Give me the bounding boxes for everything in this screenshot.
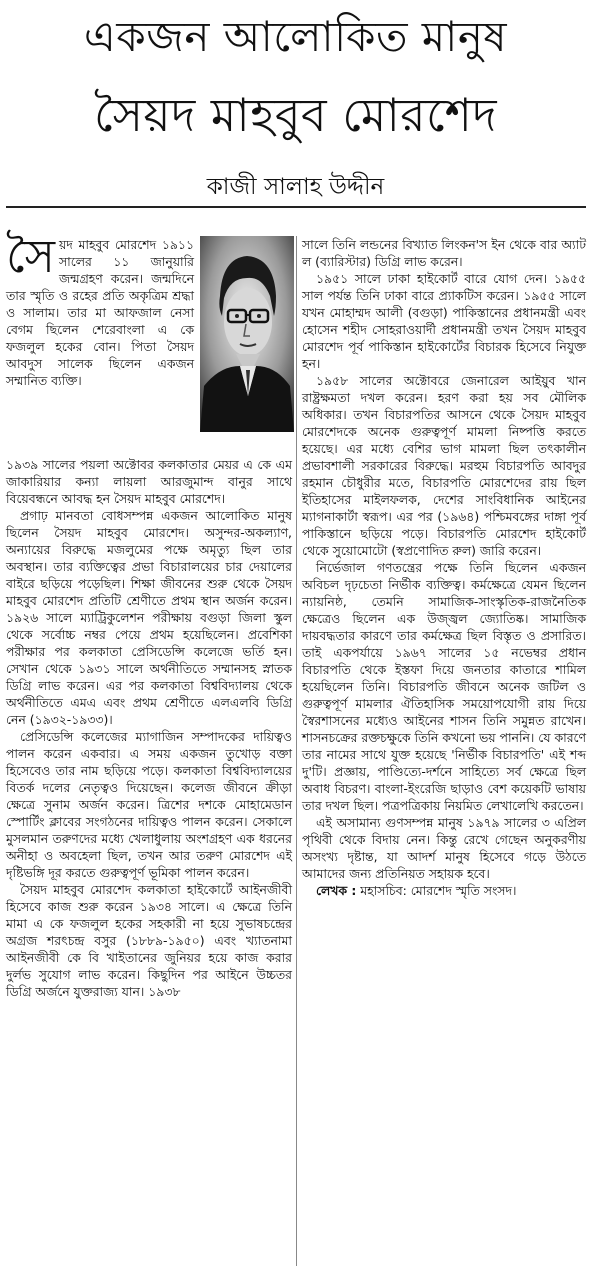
dropcap: সৈ xyxy=(6,229,55,283)
byline: কাজী সালাহ উদ্দীন xyxy=(206,174,385,200)
left-column-top xyxy=(6,229,194,389)
headline-line-2: সৈয়দ মাহবুব মোরশেদ xyxy=(94,88,497,142)
right-column xyxy=(302,236,586,899)
intro-paragraph xyxy=(6,229,194,389)
author-label: লেখক : xyxy=(316,883,357,898)
paragraph: প্রেসিডেন্সি কলেজের ম্যাগাজিন সম্পাদকের দায়িত্বও পালন করেন একবার। এ সময় একজন তুখোড় বক্তা হিসেবেও তার নাম ছড়িয়ে পড়ে। কলকাতা বিশ্ববিদ্যালয়ের বিতর্ক দলের নেতৃত্বও দিয়েছেন। কলেজ জীবনে ক্রীড়া ক্ষেত্রে সুনাম অর্জন করেন। ত্রিশের দশকে মোহামেডান স্পোর্টিং ক্লাবের সংগঠনের দায়িত্বও পালন করেন। সেকালে মুসলমান তরুণদের মধ্যে খেলাধুলায় অংশগ্রহণ এক ধরনের অনীহা ও অবহেলা ছিল, তখন আর তরুণ মোরশেদ এই দৃষ্টিভঙ্গি দূর করতে গুরুত্বপূর্ণ ভূমিকা পালন করেন। xyxy=(6,729,292,880)
paragraph: ১৯৩৯ সালের পয়লা অক্টোবর কলকাতার মেয়র এ কে এম জাকারিয়ার কন্যা লায়লা আরজুমান্দ বানুর সাথে বিয়েবন্ধনে আবদ্ধ হন সৈয়দ মাহবুব মোরশেদ। xyxy=(6,457,292,506)
portrait-photo xyxy=(200,236,294,432)
paragraph: ১৯৫৮ সালের অক্টোবরে জেনারেল আইয়ুব খান রাষ্ট্রক্ষমতা দখল করেন। হরণ করা হয় সব মৌলিক অধিকার। তখন বিচারপতির আসনে থেকে সৈয়দ মাহবুব মোরশেদকে অনেক গুরুত্বপূর্ণ মামলা নিষ্পত্তি করতে হয়েছে। এর মধ্যে বেশির ভাগ মামলা ছিল তৎকালীন প্রভাবশালী সরকারের বিরুদ্ধে। মরহুম বিচারপতি আবদুর রহমান চৌধুরীর মতে, বিচারপতি মোরশেদের রায় ছিল ইতিহাসের মাইলফলক, দেশের সাংবিধানিক আইনের ম্যাগনাকার্টা স্বরূপ। এর পর (১৯৬৪) পশ্চিমবঙ্গের দাঙ্গা পূর্ব পাকিস্তানে ছড়িয়ে পড়ে। বিচারপতি মোরশেদ হাইকোর্ট থেকে সুয়োমোটো (স্বপ্রণোদিত রুল) জারি করেন। xyxy=(302,373,586,558)
author-info: মহাসচিব: মোরশেদ স্মৃতি সংসদ। xyxy=(360,883,517,898)
header-rule xyxy=(6,206,586,208)
paragraph: সালে তিনি লন্ডনের বিখ্যাত লিংকন'স ইন থেকে বার অ্যাট ল (ব্যারিস্টার) ডিগ্রি লাভ করেন। xyxy=(302,237,586,269)
paragraph: সৈয়দ মাহবুব মোরশেদ কলকাতা হাইকোর্টে আইনজীবী হিসেবে কাজ শুরু করেন ১৯৩৪ সালে। এ ক্ষেত্রে তিনি মামা এ কে ফজলুল হকের সহকারী না হয়ে সুভাষচন্দ্রের অগ্রজ শরৎচন্দ্র বসুর (১৮৮৯-১৯৫০) এবং খ্যাতনামা আইনজীবী কে বি খাইতানের জুনিয়র হয়ে কাজ করার দুর্লভ সুযোগ লাভ করেন। কিছুদিন পর আইনে উচ্চতর ডিগ্রি অর্জনে যুক্তরাজ্য যান। ১৯৩৮ xyxy=(6,882,292,999)
paragraph: নির্ভেজাল গণতন্ত্রের পক্ষে তিনি ছিলেন একজন অবিচল দৃঢ়চেতা নির্ভীক ব্যক্তিত্ব। কর্মক্ষেত্রে যেমন ছিলেন ন্যায়নিষ্ঠ, তেমনি সামাজিক-সাংস্কৃতিক-রাজনৈতিক ক্ষেত্রেও ছিলেন এক উজ্জ্বল জ্যোতিষ্ক। সামাজিক দায়বদ্ধতার কারণে তার কর্মক্ষেত্র ছিল বিস্তৃত ও প্রসারিত। তাই একপর্যায়ে ১৯৬৭ সালের ১৫ নভেম্বর প্রধান বিচারপতি থেকে ইস্তফা দিয়ে জনতার কাতারে শামিল হয়েছিলেন তিনি। বিচারপতি জীবনে অনেক জটিল ও গুরুত্বপূর্ণ মামলার ঐতিহাসিক সময়োপযোগী রায় দিয়ে স্বৈরশাসনের মধ্যেও আইনের শাসন তিনি সমুন্নত রাখেন। শাসনচক্রের রক্তচক্ষুকে তিনি কখনো ভয় পাননি। যে কারণে তার নামের সাথে যুক্ত হয়েছে 'নির্ভীক বিচারপতি' এই শব্দ দু'টি। প্রজ্ঞায়, পাণ্ডিত্যে-দর্শনে সাহিত্যে সর্ব ক্ষেত্রে ছিল অবাধ বিচরণ। বাংলা-ইংরেজি ছাড়াও বেশ কয়েকটি ভাষায় তার দখল ছিল। পত্রপত্রিকায় নিয়মিত লেখালেখি করতেন। xyxy=(302,560,586,813)
column-divider xyxy=(296,236,297,1266)
author-note xyxy=(302,882,586,899)
headline-line-1: একজন আলোকিত মানুষ xyxy=(83,12,508,61)
paragraph: প্রগাঢ় মানবতা বোধসম্পন্ন একজন আলোকিত মানুষ ছিলেন সৈয়দ মাহবুব মোরশেদ। অসুন্দর-অকল্যাণ, অন্যায়ের বিরুদ্ধে মজলুমের পক্ষে অমৃত্যু ছিল তার অবস্থান। তার ব্যক্তিত্বের প্রভা বিচারালয়ের চার দেয়ালের বাইরে ছড়িয়ে পড়েছিল। শিক্ষা জীবনের শুরু থেকে সৈয়দ মাহবুব মোরশেদ প্রতিটি শ্রেণীতে প্রথম স্থান অর্জন করেন। ১৯২৬ সালে ম্যাট্রিকুলেশন পরীক্ষায় বগুড়া জিলা স্কুল থেকে সর্বোচ্চ নম্বর পেয়ে প্রথম হয়েছিলেন। প্রবেশিকা পরীক্ষার পর কলকাতা প্রেসিডেন্সি কলেজে ভর্তি হন। সেখান থেকে ১৯৩১ সালে অর্থনীতিতে সম্মানসহ স্নাতক ডিগ্রি লাভ করেন। এর পর কলকাতা বিশ্ববিদ্যালয় থেকে অর্থনীতিতে এমএ এবং প্রথম শ্রেণীতে এলএলবি ডিগ্রি নেন (১৯৩২-১৯৩৩)। xyxy=(6,508,292,727)
left-column-main xyxy=(6,456,292,1000)
paragraph: এই অসামান্য গুণসম্পন্ন মানুষ ১৯৭৯ সালের ৩ এপ্রিল পৃথিবী থেকে বিদায় নেন। কিন্তু রেখে গেছেন অনুকরণীয় অসংখ্য দৃষ্টান্ত, যা আদর্শ মানুষ হিসেবে গড়ে উঠতে আমাদের জন্য প্রতিনিয়ত সহায়ক হবে। xyxy=(302,815,586,881)
intro-text: য়দ মাহবুব মোরশেদ ১৯১১ সালের ১১ জানুয়ারি জন্মগ্রহণ করেন। জন্মদিনে তার স্মৃতি ও রহের প্রতি অকৃত্রিম শ্রদ্ধা ও সালাম। তার মা আফজাল নেসা বেগম ছিলেন শেরেবাংলা এ কে ফজলুল হকের বোন। পিতা সৈয়দ আবদুস সালেক ছিলেন একজন সম্মানিত ব্যক্তি। xyxy=(6,237,194,388)
portrait-image xyxy=(200,236,294,432)
paragraph: ১৯৫১ সালে ঢাকা হাইকোর্ট বারে যোগ দেন। ১৯৫৫ সাল পর্যন্ত তিনি ঢাকা বারে প্র্যাকটিস করেন। ১৯৫৫ সালে যখন মোহাম্মদ আলী (বগুড়া) পাকিস্তানের প্রধানমন্ত্রী এবং হোসেন শহীদ সোহরাওয়ার্দী প্রধানমন্ত্রী তখন সৈয়দ মাহবুব মোরশেদ পূর্ব পাকিস্তান হাইকোর্টের বিচারক হিসেবে নিযুক্ত হন। xyxy=(302,271,586,371)
